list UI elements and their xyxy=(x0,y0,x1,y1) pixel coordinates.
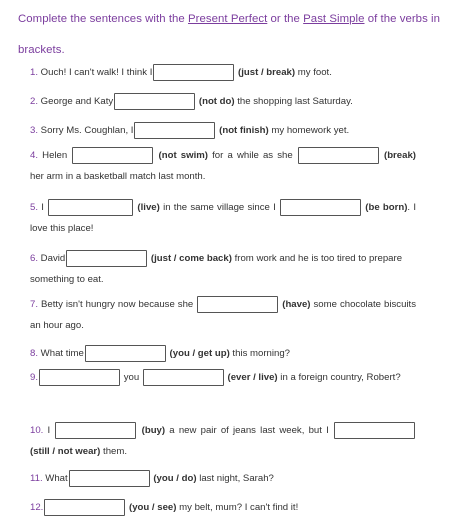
verb-hint: (you / do) xyxy=(153,473,197,484)
sentence-text: What xyxy=(42,473,68,484)
exercise-1 xyxy=(30,64,416,81)
sentence-text: in a foreign country, Robert? xyxy=(277,372,401,383)
verb-hint: (ever / live) xyxy=(227,372,278,383)
verb-hint: (you / get up) xyxy=(169,348,230,359)
exercise-7 xyxy=(30,294,416,336)
answer-box-10a[interactable] xyxy=(55,422,136,439)
answer-box-5a[interactable] xyxy=(48,199,133,216)
instructions-text: Complete the sentences with the xyxy=(18,13,189,25)
exercise-number: 8. xyxy=(30,348,39,359)
answer-box-4b[interactable] xyxy=(298,147,379,164)
answer-box-10b[interactable] xyxy=(334,422,415,439)
answer-box-1[interactable] xyxy=(153,64,234,81)
exercise-number: 7. xyxy=(30,299,39,310)
sentence-text: my foot. xyxy=(295,67,332,78)
answer-box-9b[interactable] xyxy=(143,369,224,386)
sentence-text: . I love this place! xyxy=(30,202,416,234)
sentence-text: in the same village since I xyxy=(159,202,280,213)
sentence-text: Betty isn't hungry now because she xyxy=(38,299,197,310)
exercise-number: 6. xyxy=(30,253,39,264)
verb-hint: (you / see) xyxy=(129,502,177,513)
exercise-number: 12. xyxy=(30,502,44,513)
sentence-text: this morning? xyxy=(229,348,291,359)
verb-hint: (live) xyxy=(137,202,160,213)
sentence-text: the shopping last Saturday. xyxy=(234,96,353,107)
answer-box-12[interactable] xyxy=(44,499,125,516)
exercise-number: 11. xyxy=(30,473,43,484)
answer-box-2[interactable] xyxy=(114,93,195,110)
answer-box-4a[interactable] xyxy=(72,147,153,164)
verb-hint: (buy) xyxy=(141,425,166,436)
verb-hint: (have) xyxy=(282,299,311,310)
answer-box-9a[interactable] xyxy=(39,369,120,386)
exercise-10 xyxy=(30,420,416,462)
exercise-12 xyxy=(30,499,416,516)
instructions-text: of the verbs in brackets. xyxy=(18,13,440,56)
instructions xyxy=(18,4,443,66)
sentence-text: I xyxy=(38,202,48,213)
verb-hint: (not swim) xyxy=(158,150,208,161)
sentence-text: my homework yet. xyxy=(268,125,350,136)
sentence-text: you xyxy=(123,372,142,383)
exercise-number: 9. xyxy=(30,372,39,383)
exercise-4 xyxy=(30,145,416,187)
sentence-text: David xyxy=(38,253,66,264)
answer-box-7[interactable] xyxy=(197,296,278,313)
exercise-number: 2. xyxy=(30,96,39,107)
exercise-8 xyxy=(30,345,416,362)
sentence-text: Ouch! I can't walk! I think I xyxy=(38,67,153,78)
exercise-number: 5. xyxy=(30,202,39,213)
sentence-text: What time xyxy=(38,348,84,359)
exercise-3 xyxy=(30,122,416,139)
exercise-number: 10. xyxy=(30,425,44,436)
answer-box-8[interactable] xyxy=(85,345,166,362)
verb-hint: (break) xyxy=(384,150,416,161)
answer-box-6[interactable] xyxy=(66,250,147,267)
exercise-11 xyxy=(30,470,416,487)
verb-hint: (not do) xyxy=(198,96,235,107)
verb-hint: (not finish) xyxy=(219,125,269,136)
sentence-text: from work and he is too tired to prepare something to eat. xyxy=(30,253,403,285)
answer-box-5b[interactable] xyxy=(280,199,361,216)
sentence-text: George and Katy xyxy=(38,96,114,107)
exercise-2 xyxy=(30,93,416,110)
exercise-9 xyxy=(30,367,416,388)
answer-box-3[interactable] xyxy=(134,122,215,139)
verb-hint: (still / not wear) xyxy=(30,446,101,457)
answer-box-11[interactable] xyxy=(69,470,150,487)
sentence-text: a new pair of jeans last week, but I xyxy=(165,425,333,436)
instructions-text: or the xyxy=(267,13,304,25)
verb-hint: (just / come back) xyxy=(150,253,232,264)
exercise-number: 4. xyxy=(30,150,39,161)
sentence-text: for a while as she xyxy=(207,150,297,161)
exercise-5 xyxy=(30,197,416,239)
exercise-number: 1. xyxy=(30,67,39,78)
sentence-text: last night, Sarah? xyxy=(196,473,274,484)
exercise-number: 3. xyxy=(30,125,39,136)
verb-hint: (be born) xyxy=(365,202,408,213)
exercise-6 xyxy=(30,248,416,290)
sentence-text: them. xyxy=(100,446,128,457)
sentence-text: my belt, mum? I can't find it! xyxy=(176,502,299,513)
present-perfect-label: Present Perfect xyxy=(188,13,268,25)
sentence-text: her arm in a basketball match last month. xyxy=(30,171,206,182)
verb-hint: (just / break) xyxy=(238,67,296,78)
sentence-text: Sorry Ms. Coughlan, I xyxy=(38,125,134,136)
sentence-text: I xyxy=(43,425,55,436)
sentence-text: some chocolate biscuits an hour ago. xyxy=(30,299,417,331)
past-simple-label: Past Simple xyxy=(303,13,365,25)
sentence-text: Helen xyxy=(38,150,72,161)
